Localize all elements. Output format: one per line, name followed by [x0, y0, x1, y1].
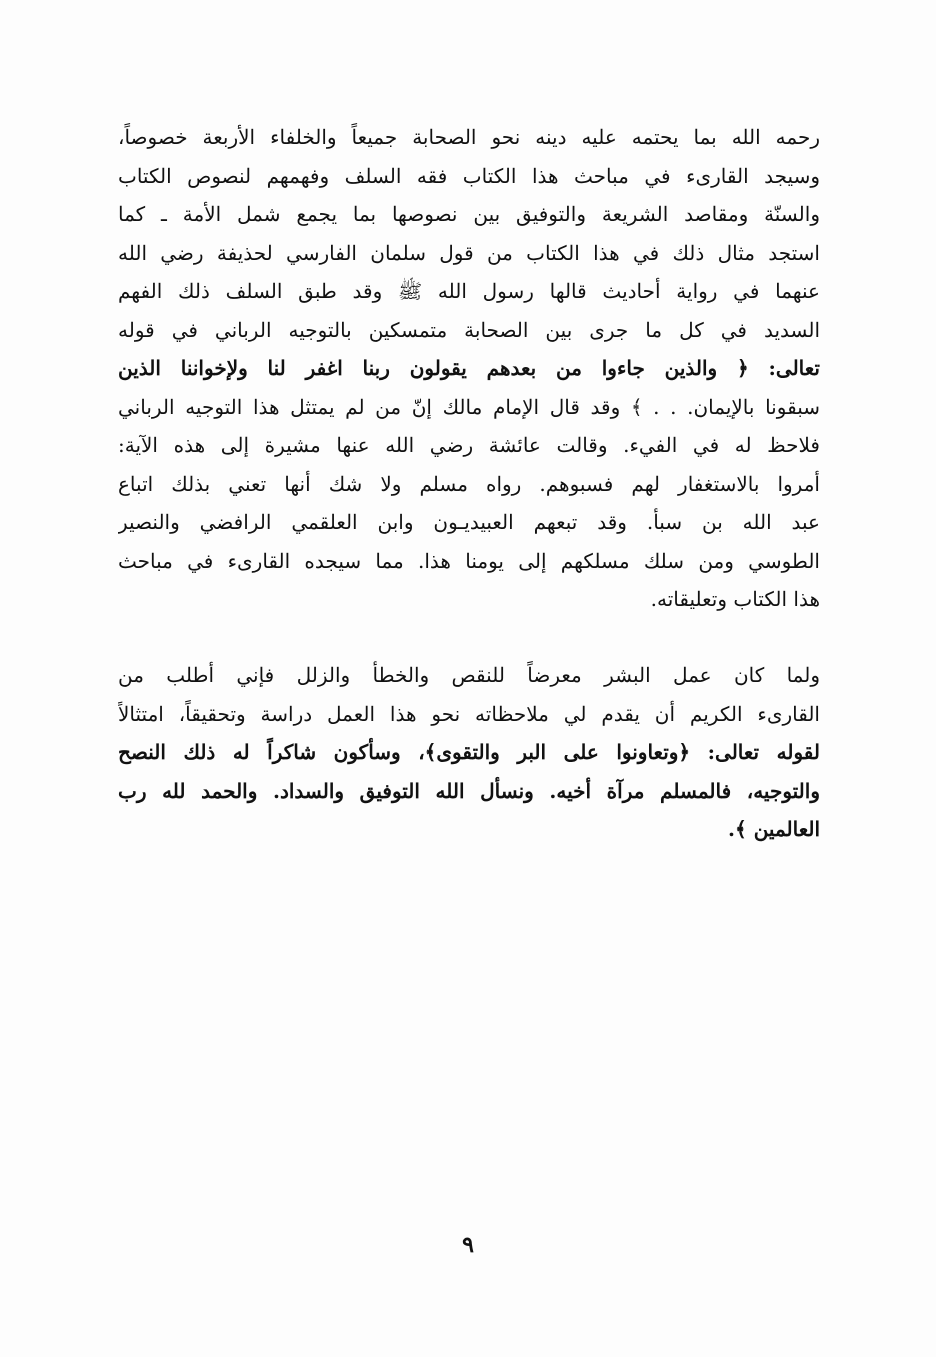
text-line: القارىء الكريم أن يقدم لي ملاحظاته نحو هذا العمل دراسة وتحقيقاً، امتثالاً — [118, 701, 820, 726]
text-line: العالمين ﴾. — [728, 817, 820, 841]
quranic-verse-line: لقوله تعالى: ﴿وتعاونوا على البر والتقوى﴾، وسأكون شاكراً له ذلك النصح — [118, 740, 820, 764]
quranic-verse-line: سبقونا بالإيمان. . . ﴾ وقد قال الإمام مالك إنّ من لم يمتثل هذا التوجيه الرباني — [118, 394, 820, 419]
text-line: والتوجيه، فالمسلم مرآة أخيه. ونسأل الله التوفيق والسداد. والحمد لله رب — [118, 778, 820, 803]
text-line: وسيجد القارىء في مباحث هذا الكتاب فقه السلف وفهمهم لنصوص الكتاب — [118, 163, 820, 188]
paragraph-1 — [118, 118, 820, 619]
text-line: عبد الله بن سبأ. وقد تبعهم العبيديـون وابن العلقمي الرافضي والنصير — [118, 510, 820, 534]
text-line: السديد في كل ما جرى بين الصحابة متمسكين بالتوجيه الرباني في قوله — [118, 317, 820, 342]
text-line: رحمه الله بما يحتمه عليه دينه نحو الصحابة جميعاً والخلفاء الأربعة خصوصاً، — [118, 125, 820, 149]
quranic-verse-line: تعالى: ﴿ والذين جاءوا من بعدهم يقولون ربنا اغفر لنا ولإخواننا الذين — [118, 356, 820, 380]
text-line: ولما كان عمل البشر معرضاً للنقص والخطأ والزلل فإني أطلب من — [118, 663, 820, 687]
text-line: هذا الكتاب وتعليقاته. — [650, 587, 820, 611]
text-line: استجد مثال ذلك في هذا الكتاب من قول سلمان الفارسي لحذيفة رضي الله — [118, 240, 820, 265]
text-line: عنهما في رواية أحاديث قالها رسول الله ﷺ وقد طبق السلف ذلك الفهم — [118, 279, 820, 303]
text-line: الطوسي ومن سلك مسلكهم إلى يومنا هذا. مما سيجده القارىء في مباحث — [118, 548, 820, 573]
text-line: فلاحظ له في الفيء. وقالت عائشة رضي الله عنها مشيرة إلى هذه الآية: — [118, 433, 820, 457]
text-line: أمروا بالاستغفار لهم فسبوهم. رواه مسلم ولا شك أنها تعني بذلك اتباع — [118, 471, 820, 496]
text-line: والسنّة ومقاصد الشريعة والتوفيق بين نصوصها بما يجمع شمل الأمة ـ كما — [118, 202, 820, 226]
paragraph-2 — [118, 656, 820, 849]
page-number: ٩ — [462, 1232, 474, 1258]
